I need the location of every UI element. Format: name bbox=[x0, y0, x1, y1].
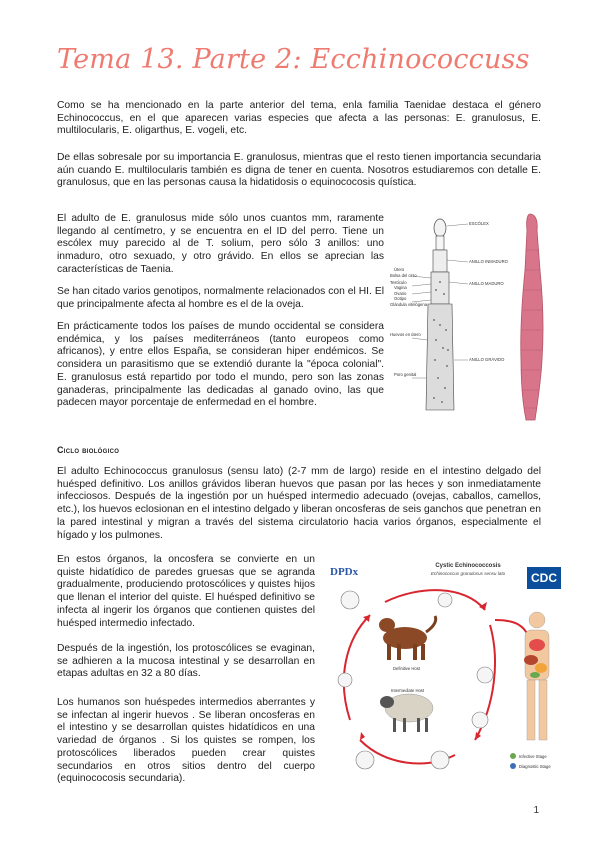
label-testiculo: Testículo bbox=[390, 280, 407, 285]
label-definitive-host: Definitive Host bbox=[393, 666, 420, 671]
life-cycle-title: Cystic Echinococcosis bbox=[435, 563, 501, 569]
tapeworm-drawing bbox=[390, 219, 509, 410]
paragraph-distribution: En prácticamente todos los países de mundo occidental se considera endémica, y los países mediterráneos (tanto europeos como africanos), y entre ellos España, se consideran hiper endémicos. Se considera un parasitismo que se extendió durante la "época colonial". E. granulosus está repartido por todo el mundo, pero son las zonas ganaderas, principalmente las dedicadas al ganado ovino, las que padecen mayor porcentaje de enfermedad en el hombre. bbox=[57, 321, 384, 409]
label-ootipo: Ootipo bbox=[394, 296, 407, 301]
dpdx-logo: DPDx bbox=[330, 566, 359, 578]
label-maduro: ANILLO MADURO bbox=[469, 281, 504, 286]
label-gravido: ANILLO GRÁVIDO bbox=[469, 357, 505, 362]
legend bbox=[510, 753, 551, 769]
page-title: Tema 13. Parte 2: Ecchinococcuss bbox=[57, 44, 530, 75]
label-utero: Útero bbox=[394, 267, 405, 272]
cdc-logo: CDC bbox=[527, 567, 561, 589]
label-bolsa: Bolsa del cirro bbox=[390, 273, 417, 278]
tapeworm-illustration bbox=[390, 210, 555, 425]
label-poro: Poro genital bbox=[394, 372, 417, 377]
section-heading-ciclo: Ciclo biológico bbox=[57, 445, 120, 455]
human-figure-icon bbox=[524, 612, 549, 740]
dog-icon bbox=[379, 616, 436, 660]
legend-diagnostic: Diagnostic Stage bbox=[519, 764, 551, 769]
paragraph-humans: Los humanos son huéspedes intermedios aberrantes y se infectan al ingerir huevos . Se liberan oncosferas en el intestino y se desarrollan quistes hidatídicos en una variedad de órganos . Si los quistes se rompen, los protoscólices liberados pueden crear quistes secundarios en otros sitios dentro del cuerpo (equinococosis secundaria). bbox=[57, 697, 315, 785]
tapeworm-photo bbox=[521, 214, 543, 420]
page-number: 1 bbox=[533, 805, 539, 816]
paragraph-genotypes: Se han citado varios genotipos, normalmente relacionados con el HI. El que principalmente afecta al hombre es el de la oveja. bbox=[57, 286, 384, 310]
paragraph-cycle-adult: El adulto Echinococcus granulosus (sensu lato) (2-7 mm de largo) reside en el intestino delgado del huésped definitivo. Los anillos grávidos liberan huevos que pasan por las heces y son inmediatamente infecciosos. Después de la ingestión por un huésped intermedio adecuado (ovejas, caballos, camellos, etc.), los huevos eclosionan en el intestino delgado y liberan oncosferas de seis ganchos que penetran en la pared intestinal y migran a través del sistema circulatorio hacia varios órganos, especialmente el hígado y los pulmones. bbox=[57, 466, 541, 541]
legend-infective: Infective Stage bbox=[519, 754, 547, 759]
life-cycle-diagram bbox=[325, 580, 565, 785]
label-intermediate-host: Intermediate Host bbox=[391, 688, 425, 693]
paragraph-intro: Como se ha mencionado en la parte anterior del tema, enla familia Taenidae destaca el género Echinococcus, en el que aparecen varias especies que afecta a las personas: E. granulosus, E. multilocularis, E. oligarthus, E. vogeli, etc. bbox=[57, 100, 541, 137]
label-inmaduro: ANILLO INMADURO bbox=[469, 259, 508, 264]
paragraph-granulosus: De ellas sobresale por su importancia E. granulosus, mientras que el resto tienen importancia secundaria aún cuando E. multilocularis también es digna de tener en cuenta. Nosotros estudiaremos con detalle E. granulosus, que en las personas causa la hidatidosis o equinococosis quística. bbox=[57, 152, 541, 189]
paragraph-hydatid-cyst: En estos órganos, la oncosfera se convierte en un quiste hidatídico de paredes gruesas que se agranda gradualmente, produciendo protoscólices y quistes hijos que llenan el interior del quiste. El huésped definitivo se infecta al ingerir los órganos que contienen quistes del huésped intermedio infectado. bbox=[57, 554, 315, 629]
label-ovario: Ovario bbox=[394, 291, 407, 296]
life-cycle-subtitle: Echinococcus granulosus sensu lato bbox=[430, 571, 506, 576]
label-escolex: ESCÓLEX bbox=[469, 221, 489, 226]
cycle-arrows bbox=[344, 590, 530, 763]
label-vagina: Vagina bbox=[394, 285, 407, 290]
life-cycle-svg bbox=[325, 580, 565, 785]
label-glandula: Glándula vitelógena bbox=[390, 302, 428, 307]
tapeworm-figure bbox=[390, 210, 555, 425]
sheep-icon bbox=[380, 694, 433, 732]
paragraph-protoscolex: Después de la ingestión, los protoscólices se evaginan, se adhieren a la mucosa intestinal y se desarrollan en etapas adultas en 32 a 80 días. bbox=[57, 643, 315, 680]
label-huevos: Huevos en útero bbox=[390, 332, 421, 337]
paragraph-adult: El adulto de E. granulosus mide sólo unos cuantos mm, raramente llegando al centímetro, y se encuentra en el ID del perro. Tiene un escólex muy parecido al de T. solium, pero sólo 3 anillos: uno inmaduro, otro sexuado, y otro grávido. En ellos se aprecian las características de Taenia. bbox=[57, 213, 384, 275]
